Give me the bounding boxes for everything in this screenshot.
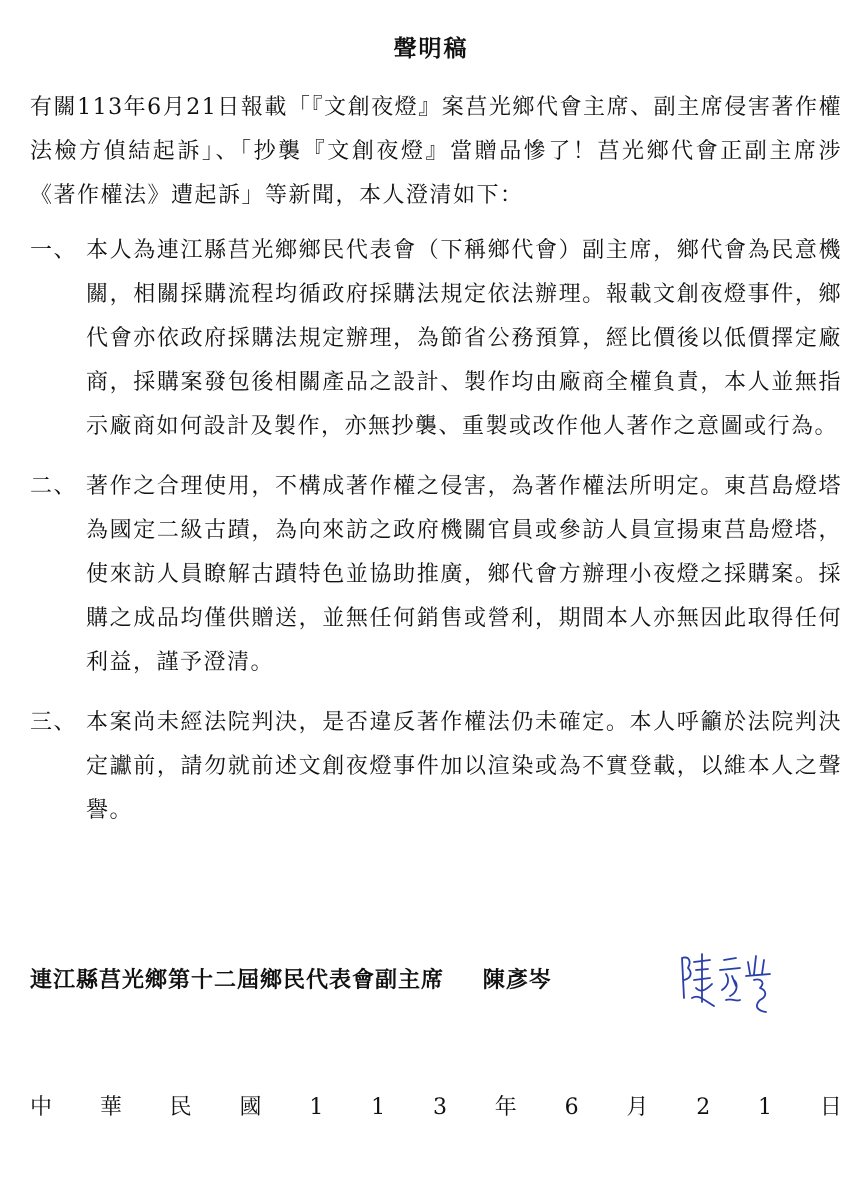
clause-text: 本人為連江縣莒光鄉鄉民代表會（下稱鄉代會）副主席，鄉代會為民意機關，相關採購流程均循政府採購法規定依法辦理。報載文創夜燈事件，鄉代會亦依政府採購法規定辦理，為節省公務預算，經比價後以低價擇定廠商，採購案發包後相關產品之設計、製作均由廠商全權負責，本人並無指示廠商如何設計及製作，亦無抄襲、重製或改作他人著作之意圖或行為。 xyxy=(86,238,842,439)
clause-marker: 二、 xyxy=(30,474,78,499)
date-char: 2 xyxy=(696,1095,711,1120)
date-char: 1 xyxy=(758,1095,773,1120)
clause-marker: 一、 xyxy=(30,238,78,263)
intro-paragraph: 有關113年6月21日報載「『文創夜燈』案莒光鄉代會主席、副主席侵害著作權法檢方偵結起訴」、「抄襲『文創夜燈』當贈品慘了！莒光鄉代會正副主席涉《著作權法》遭起訴」等新聞，本人澄清如下： xyxy=(30,95,842,208)
date-char: 日 xyxy=(819,1095,842,1120)
signatory-title: 連江縣莒光鄉第十二屆鄉民代表會副主席 xyxy=(30,967,445,993)
date-char: 6 xyxy=(564,1095,579,1120)
document-title: 聲明稿 xyxy=(393,35,469,62)
date-char: 國 xyxy=(239,1095,262,1120)
date-char: 年 xyxy=(494,1095,517,1120)
date-char: 月 xyxy=(626,1095,649,1120)
clause-item xyxy=(30,465,842,685)
handwritten-signature xyxy=(674,940,794,1020)
clause-item xyxy=(30,229,842,449)
date-char: 中 xyxy=(30,1095,53,1120)
clause-marker: 三、 xyxy=(30,710,78,735)
date-char: 1 xyxy=(371,1095,386,1120)
date-char: 民 xyxy=(169,1095,192,1120)
date-char: 1 xyxy=(309,1095,324,1120)
clause-text: 著作之合理使用，不構成著作權之侵害，為著作權法所明定。東莒島燈塔為國定二級古蹟，為向來訪之政府機關官員或參訪人員宣揚東莒島燈塔，使來訪人員瞭解古蹟特色並協助推廣，鄉代會方辦理小夜燈之採購案。採購之成品均僅供贈送，並無任何銷售或營利，期間本人亦無因此取得任何利益，謹予澄清。 xyxy=(86,474,842,675)
date-line xyxy=(30,1086,842,1130)
clause-item xyxy=(30,701,842,833)
signatory-name: 陳彥岑 xyxy=(482,967,552,993)
date-char: 華 xyxy=(99,1095,122,1120)
date-char: 3 xyxy=(432,1095,447,1120)
clause-text: 本案尚未經法院判決，是否違反著作權法仍未確定。本人呼籲於法院判決定讞前，請勿就前述文創夜燈事件加以渲染或為不實登載，以維本人之聲譽。 xyxy=(86,710,842,823)
clause-list xyxy=(30,229,842,849)
